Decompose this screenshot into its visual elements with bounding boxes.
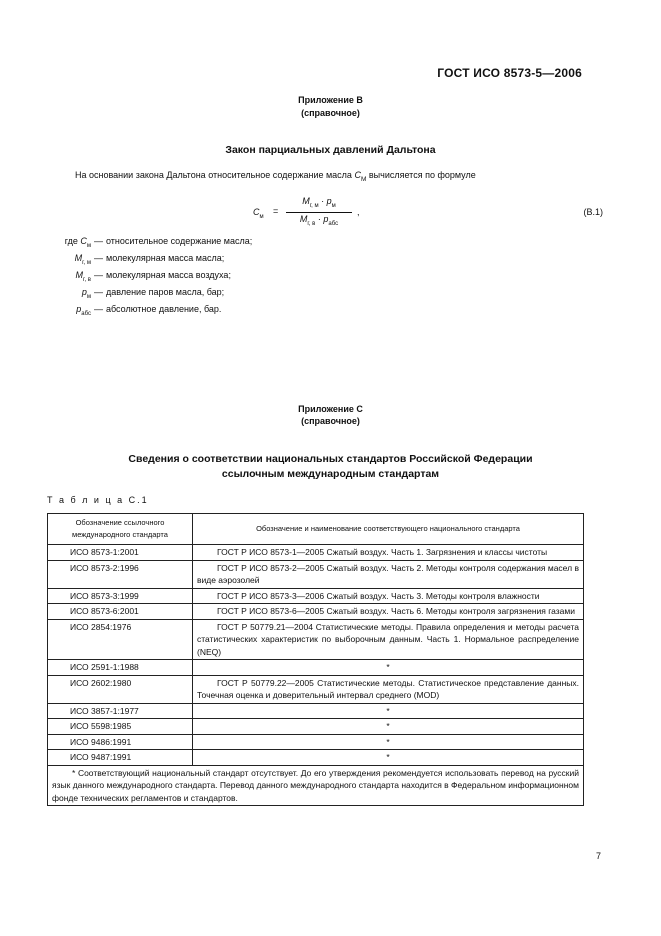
formula-lhs: $C_м$ — [253, 207, 264, 220]
reference-standard-cell: ИСО 8573-6:2001 — [48, 604, 193, 620]
legend-item: $M_{г, м}$ — молекулярная масса масла; — [74, 253, 225, 266]
formula-equals: = — [273, 206, 279, 216]
document-header: ГОСТ ИСО 8573-5—2006 — [437, 66, 582, 80]
reference-standard-cell: ИСО 5598:1985 — [48, 719, 193, 735]
table-footnote-row — [48, 765, 584, 806]
standards-correspondence-table — [47, 513, 584, 806]
dalton-intro-paragraph — [75, 170, 476, 183]
legend-item: где $C_м$ — относительное содержание масла; — [64, 236, 253, 249]
formula-fraction — [286, 196, 352, 227]
reference-standard-cell: ИСО 2602:1980 — [48, 675, 193, 703]
table-row — [48, 703, 584, 719]
table-row — [48, 604, 584, 620]
reference-standard-cell: ИСО 9486:1991 — [48, 734, 193, 750]
column-header-national: Обозначение и наименование соответствующего национального стандарта — [193, 514, 584, 545]
reference-standard-cell: ИСО 8573-2:1996 — [48, 560, 193, 588]
legend-item: $p_м$ — давление паров масла, бар; — [81, 287, 225, 301]
table-row — [48, 560, 584, 588]
intro-text: На основании закона Дальтона относительное содержание масла — [75, 170, 352, 180]
formula-denominator: $M_{г, в} \cdot p_{абс}$ — [299, 214, 339, 227]
table-row — [48, 734, 584, 750]
reference-standard-cell: ИСО 3857-1:1977 — [48, 703, 193, 719]
table-row — [48, 660, 584, 676]
formula-b1 — [253, 196, 363, 230]
national-standard-cell: ГОСТ Р ИСО 8573-6—2005 Сжатый воздух. Часть 6. Методы контроля загрязнения газами — [193, 604, 584, 620]
national-standard-cell: * — [193, 750, 584, 766]
appendix-c-heading-line1: Сведения о соответствии национальных стандартов Российской Федерации — [128, 453, 533, 465]
page-number: 7 — [595, 851, 601, 861]
formula-comma: , — [357, 207, 360, 217]
national-standard-cell: ГОСТ Р 50779.21—2004 Статистические методы. Правила определения и методы расчета статистических характеристик по выборочным данным. Часть 1. Нормальное распределение (NEQ) — [193, 619, 584, 660]
appendix-c-title: Приложение С — [298, 404, 363, 414]
table-caption: Т а б л и ц а С.1 — [47, 495, 149, 505]
national-standard-cell: ГОСТ Р ИСО 8573-3—2006 Сжатый воздух. Часть 3. Методы контроля влажности — [193, 588, 584, 604]
national-standard-cell: * — [193, 734, 584, 750]
appendix-b-heading: Закон парциальных давлений Дальтона — [225, 144, 436, 156]
table-footnote: * Соответствующий национальный стандарт отсутствует. До его утверждения рекомендуется использовать перевод на русский язык данного международного стандарта. Перевод данного международного стандарта находится в Федеральном информационном фонде технических регламентов и стандартов. — [48, 765, 584, 806]
table-row — [48, 750, 584, 766]
appendix-c-subtitle: (справочное) — [301, 416, 360, 426]
national-standard-cell: ГОСТ Р ИСО 8573-2—2005 Сжатый воздух. Часть 2. Методы контроля содержания масел в виде аэрозолей — [193, 560, 584, 588]
formula-fraction-bar — [286, 212, 352, 213]
formula-numerator: $M_{г, м} \cdot p_м$ — [302, 196, 336, 209]
table-row — [48, 545, 584, 561]
intro-symbol: C — [354, 170, 361, 180]
national-standard-cell: * — [193, 703, 584, 719]
table-row — [48, 619, 584, 660]
appendix-c-heading-line2: ссылочным международным стандартам — [221, 468, 440, 480]
reference-standard-cell: ИСО 8573-3:1999 — [48, 588, 193, 604]
reference-standard-cell: ИСО 9487:1991 — [48, 750, 193, 766]
national-standard-cell: * — [193, 719, 584, 735]
table-row — [48, 588, 584, 604]
intro-tail: вычисляется по формуле — [368, 170, 476, 180]
national-standard-cell: * — [193, 660, 584, 676]
appendix-b-subtitle: (справочное) — [301, 108, 360, 118]
table-row — [48, 719, 584, 735]
column-header-reference: Обозначение ссылочного международного стандарта — [48, 514, 193, 545]
formula-legend — [47, 235, 252, 320]
national-standard-cell: ГОСТ Р ИСО 8573-1—2005 Сжатый воздух. Часть 1. Загрязнения и классы чистоты — [193, 545, 584, 561]
legend-item: $p_{абс}$ — абсолютное давление, бар. — [76, 304, 222, 318]
legend-item: $M_{г, в}$ — молекулярная масса воздуха; — [75, 270, 231, 283]
national-standard-cell: ГОСТ Р 50779.22—2005 Статистические методы. Статистическое представление данных. Точечная оценка и доверительный интервал среднего (MOD) — [193, 675, 584, 703]
reference-standard-cell: ИСО 2591-1:1988 — [48, 660, 193, 676]
reference-standard-cell: ИСО 8573-1:2001 — [48, 545, 193, 561]
formula-number: (B.1) — [583, 207, 603, 217]
appendix-b-title: Приложение В — [298, 95, 363, 105]
table-row — [48, 675, 584, 703]
reference-standard-cell: ИСО 2854:1976 — [48, 619, 193, 660]
table-header-row — [48, 514, 584, 545]
intro-symbol-sub: M — [360, 175, 367, 183]
